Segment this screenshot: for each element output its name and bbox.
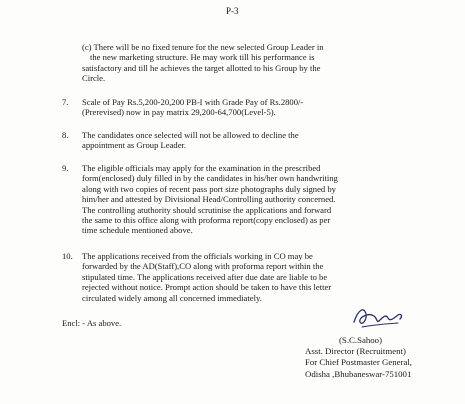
signature-mark [348,300,408,334]
enclosure-text: Encl: - As above. [62,318,122,328]
paragraph-line: stipulated time. The applications received after due date are liable to be [82,271,328,282]
paragraph-line: the same to this office along with proforma report(copy enclosed) as per [82,215,331,226]
paragraph-line: rejected without notice. Prompt action should be taken to have this letter [82,282,332,293]
paragraph-line: along with two copies of recent pass port size photographs duly signed by [82,183,336,194]
clause-c [82,42,450,84]
signatory-name: (S.C.Sahoo) [339,335,383,345]
paragraph-line: form(enclosed) duly filled in by the candidates in his/her own handwriting [82,173,338,184]
paragraph-line: The applications received from the officials working in CO may be [82,251,313,261]
signature-block [305,335,455,380]
clause-c-line: satisfactory and till he achieves the target allotted to his Group by the [82,62,321,73]
clause-c-line: (c) There will be no fixed tenure for the new selected Group Leader in [82,42,324,52]
paragraph-line: circulated widely among all concerned immediately. [82,292,262,303]
paragraph-number: 9. [62,163,69,173]
paragraph-number: 8. [62,130,69,140]
paragraph-line: Scale of Pay Rs.5,200-20,200 PB-I with Grade Pay of Rs.2800/- [82,97,304,107]
signatory-designation: Asst. Director (Recruitment) [305,346,406,357]
clause-c-line: the new marketing structure. He may work till his performance is [90,52,315,63]
signatory-address: Odisha ,Bhubaneswar-751001 [305,368,412,379]
paragraph-number: 7. [62,97,69,107]
paragraph-line: time schedule mentioned above. [82,225,193,236]
paragraph-line: appointment as Group Leader. [82,140,187,151]
paragraph-line: him/her and attested by Divisional Head/Controlling authority concerned. [82,194,336,205]
paragraph-line: The eligible officials may apply for the examination in the prescribed [82,163,321,173]
paragraph-number: 10. [62,251,73,261]
clause-c-line: Circle. [82,73,106,84]
paragraph-line: The candidates once selected will not be allowed to decline the [82,130,299,140]
paragraph-line: forwarded by the AD(Staff),CO along with proforma report within the [82,261,324,272]
paragraph-line: (Prerevised) now in pay matrix 29,200-64,700(Level-5). [82,107,276,118]
page-number: P-3 [226,6,239,16]
paragraph-line: The controlling atuthority should scrutinise the applications and forward [82,204,332,215]
signatory-on-behalf: For Chief Postmaster General, [305,357,413,368]
